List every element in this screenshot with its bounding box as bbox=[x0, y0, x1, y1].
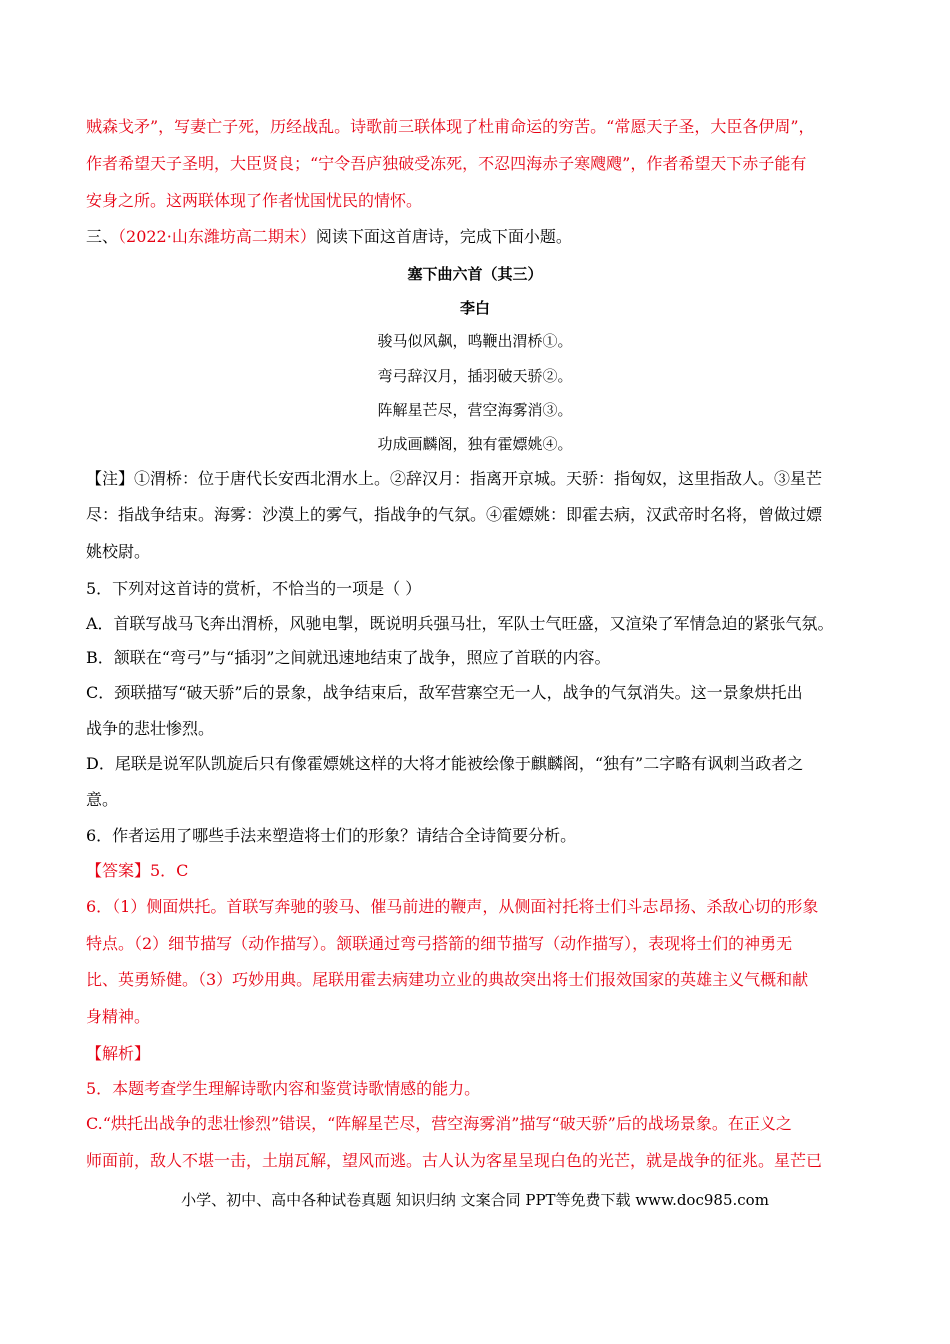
section-heading bbox=[86, 226, 572, 248]
analysis-line-1: 5．本题考查学生理解诗歌内容和鉴赏诗歌情感的能力。 bbox=[86, 1079, 481, 1098]
question-5-stem: 5．下列对这首诗的赏析，不恰当的一项是（ ） bbox=[86, 579, 422, 598]
poem-line-2: 弯弓辞汉月，插羽破天骄②。 bbox=[377, 367, 573, 385]
question-5-option-d: D．尾联是说军队凯旋后只有像霍嫖姚这样的大将才能被绘像于麒麟阁，“独有”二字略有讽刺当政者之 bbox=[86, 754, 804, 773]
answer-line-2: 特点。（2）细节描写（动作描写）。颔联通过弯弓搭箭的细节描写（动作描写），表现将士们的神勇无 bbox=[86, 934, 793, 953]
analysis-line-3: 师面前，敌人不堪一击，土崩瓦解，望风而逃。古人认为客星呈现白色的光芒，就是战争的征兆。星芒已 bbox=[86, 1151, 823, 1170]
section-prefix: 三、 bbox=[86, 227, 119, 246]
poem-line-1: 骏马似风飙，鸣鞭出渭桥①。 bbox=[377, 332, 573, 350]
question-5-option-c-cont: 战争的悲壮惨烈。 bbox=[86, 719, 215, 738]
answer-line-3: 比、英勇矫健。（3）巧妙用典。尾联用霍去病建功立业的典故突出将士们报效国家的英雄主义气概和献 bbox=[86, 970, 809, 989]
section-instruction: 阅读下面这首唐诗，完成下面小题。 bbox=[315, 227, 572, 246]
question-5-option-c: C．颈联描写“破天骄”后的景象，战争结束后，敌军营寨空无一人，战争的气氛消失。这一景象烘托出 bbox=[86, 683, 803, 702]
intro-line-3: 安身之所。这两联体现了作者忧国忧民的情怀。 bbox=[86, 191, 423, 210]
answer-label: 【答案】5．C bbox=[86, 861, 189, 880]
poem-line-3: 阵解星芒尽，营空海雾消③。 bbox=[377, 401, 573, 419]
answer-line-4: 身精神。 bbox=[86, 1007, 151, 1026]
question-5-option-d-cont: 意。 bbox=[86, 790, 119, 809]
question-6-stem: 6．作者运用了哪些手法来塑造将士们的形象？请结合全诗简要分析。 bbox=[86, 826, 577, 845]
poem-title: 塞下曲六首（其三） bbox=[407, 265, 543, 283]
section-source: （2022·山东潍坊高二期末） bbox=[118, 227, 316, 246]
poem-line-4: 功成画麟阁，独有霍嫖姚④。 bbox=[377, 435, 573, 453]
poem-author: 李白 bbox=[459, 299, 490, 317]
note-line-1: 【注】①渭桥：位于唐代长安西北渭水上。②辞汉月：指离开京城。天骄：指匈奴，这里指敌人。③星芒 bbox=[86, 469, 823, 488]
note-line-3: 姚校尉。 bbox=[86, 542, 151, 561]
note-line-2: 尽：指战争结束。海雾：沙漠上的雾气，指战争的气氛。④霍嫖姚：即霍去病，汉武帝时名将，曾做过嫖 bbox=[86, 505, 823, 524]
analysis-line-2: C.“烘托出战争的悲壮惨烈”错误，“阵解星芒尽，营空海雾消”描写“破天骄”后的战场景象。在正义之 bbox=[86, 1114, 792, 1133]
question-5-option-b: B．颔联在“弯弓”与“插羽”之间就迅速地结束了战争，照应了首联的内容。 bbox=[86, 648, 611, 667]
page-footer: 小学、初中、高中各种试卷真题 知识归纳 文案合同 PPT等免费下载 www.doc985.com bbox=[181, 1191, 769, 1209]
analysis-label: 【解析】 bbox=[86, 1044, 151, 1063]
answer-line-1: 6．（1）侧面烘托。首联写奔驰的骏马、催马前进的鞭声，从侧面衬托将士们斗志昂扬、杀敌心切的形象 bbox=[86, 897, 819, 916]
intro-line-1: 贼森戈矛”，写妻亡子死，历经战乱。诗歌前三联体现了杜甫命运的穷苦。“常愿天子圣，大臣各伊周”， bbox=[86, 117, 815, 136]
question-5-option-a: A．首联写战马飞奔出渭桥，风驰电掣，既说明兵强马壮，军队士气旺盛，又渲染了军情急迫的紧张气氛。 bbox=[86, 614, 834, 633]
intro-line-2: 作者希望天子圣明，大臣贤良；“宁令吾庐独破受冻死，不忍四海赤子寒飕飕”，作者希望天下赤子能有 bbox=[86, 154, 807, 173]
